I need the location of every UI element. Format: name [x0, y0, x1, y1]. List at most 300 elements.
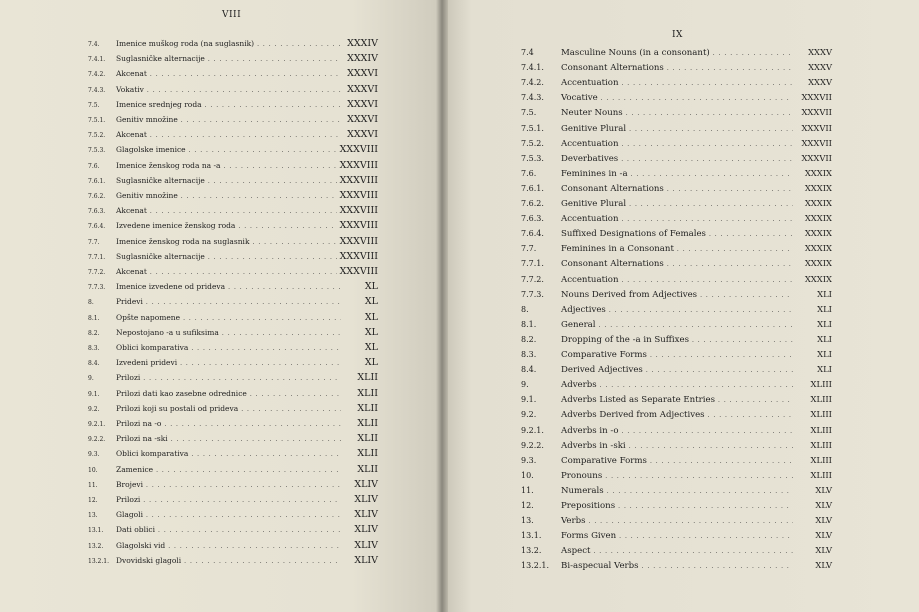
toc-entry-title: Genitive Plural	[561, 199, 627, 209]
toc-leader-dots	[150, 130, 341, 139]
toc-entry-title: Imenice srednjeg roda	[116, 99, 202, 109]
toc-entry	[88, 403, 378, 414]
toc-entry-number: 7.6.	[88, 162, 100, 170]
toc-entry-title: Dvovidski glagoli	[116, 555, 182, 565]
toc-entry-number: 7.6.	[521, 168, 537, 178]
toc-entry	[88, 281, 378, 292]
toc-entry	[521, 107, 832, 118]
toc-entry	[521, 349, 832, 360]
toc-entry	[521, 394, 832, 405]
toc-entry-title: Pronouns	[561, 470, 603, 481]
toc-leader-dots	[191, 449, 341, 458]
toc-entry-page: XLIV	[354, 539, 378, 551]
toc-leader-dots	[642, 561, 793, 571]
toc-entry-page: XXXVII	[801, 152, 832, 163]
toc-entry-number: 13.1.	[521, 531, 542, 541]
toc-entry-page: XLIV	[354, 478, 378, 490]
toc-entry-number: 9.3.	[88, 451, 100, 459]
toc-entry-title: Genitiv množine	[116, 191, 178, 200]
toc-entry-number: 8.2.	[521, 334, 537, 344]
toc-entry	[521, 198, 832, 209]
toc-leader-dots	[222, 328, 341, 337]
toc-entry-title: Oblici komparativa	[116, 449, 189, 459]
toc-entry-title: Adjectives	[561, 304, 606, 315]
toc-entry	[521, 500, 832, 511]
toc-entry-number: 9.2.2.	[521, 440, 544, 450]
toc-entry-title: Imenice muškog roda (na suglasnik)	[116, 39, 255, 48]
toc-entry-title: Accentuation	[561, 274, 619, 285]
toc-leader-dots	[713, 48, 793, 58]
toc-entry-title: Deverbatives	[561, 153, 619, 164]
toc-entry	[88, 433, 378, 444]
toc-leader-dots	[150, 206, 337, 215]
toc-entry-number: 13.1.	[88, 527, 104, 535]
toc-entry-number: 9.2.2.	[88, 436, 106, 444]
toc-entry-page: XXXIX	[804, 228, 832, 239]
toc-entry-number: 7.6.1.	[521, 183, 544, 193]
toc-leader-dots	[156, 465, 341, 474]
toc-entry-page: XLIV	[354, 494, 378, 505]
toc-entry	[88, 84, 378, 95]
toc-entry-title: Derived Adjectives	[561, 365, 643, 376]
toc-leader-dots	[629, 441, 793, 451]
toc-entry-page: XL	[364, 342, 378, 353]
toc-leader-dots	[709, 229, 793, 239]
toc-entry-page: XXXIX	[804, 167, 832, 178]
toc-leader-dots	[146, 480, 341, 489]
toc-entry-number: 7.4	[521, 48, 534, 57]
toc-entry	[88, 312, 378, 323]
toc-entry-page: XLIV	[354, 509, 378, 521]
toc-leader-dots	[168, 541, 341, 550]
toc-entry-title: Adverbs in -ski	[561, 440, 626, 451]
toc-entry	[88, 175, 378, 186]
toc-leader-dots	[621, 154, 793, 164]
toc-entry-page: XLIII	[810, 454, 832, 465]
toc-entry-number: 12.	[521, 501, 534, 510]
toc-leader-dots	[191, 343, 341, 352]
toc-entry-title: Prilozi na -o	[116, 419, 162, 428]
toc-entry-title: Oblici komparativa	[116, 343, 189, 352]
toc-entry-title: Adverbs	[561, 380, 597, 391]
toc-entry-title: Nouns Derived from Adjectives	[561, 289, 698, 300]
toc-entry-page: XLI	[817, 303, 832, 314]
toc-leader-dots	[718, 395, 793, 405]
toc-entry-title: Glagolski vid	[116, 540, 166, 550]
toc-entry-number: 7.5.3.	[88, 147, 106, 155]
toc-entry-title: Feminines in -a	[561, 168, 628, 179]
toc-entry-number: 7.7.1.	[521, 259, 544, 269]
toc-entry	[88, 99, 378, 110]
toc-leader-dots	[621, 214, 793, 224]
toc-entry-title: Aspect	[561, 546, 591, 557]
toc-leader-dots	[208, 176, 337, 185]
toc-entry-number: 9.1.	[88, 390, 100, 398]
toc-leader-dots	[626, 108, 793, 118]
toc-entry-title: General	[561, 319, 596, 330]
toc-entry	[88, 144, 378, 155]
toc-leader-dots	[189, 145, 337, 154]
toc-leader-dots	[621, 78, 793, 88]
toc-entry	[521, 545, 832, 556]
toc-leader-dots	[143, 373, 341, 382]
left-page-number: VIII	[222, 10, 242, 20]
toc-leader-dots	[150, 69, 341, 78]
toc-entry	[521, 560, 832, 571]
toc-leader-dots	[600, 380, 793, 390]
toc-leader-dots	[667, 184, 793, 194]
toc-entry-page: XXXVIII	[339, 190, 378, 201]
toc-entry-number: 9.3.	[521, 455, 537, 465]
toc-entry-page: XXXV	[808, 77, 832, 88]
toc-entry	[521, 228, 832, 239]
toc-leader-dots	[143, 495, 341, 504]
toc-entry-number: 13.2.1.	[88, 557, 109, 565]
toc-entry-number: 7.6.4.	[88, 223, 106, 231]
toc-leader-dots	[146, 510, 341, 519]
toc-leader-dots	[700, 290, 793, 300]
toc-entry-title: Prilozi na -ski	[116, 434, 168, 444]
toc-entry	[521, 515, 832, 526]
toc-entry-page: XXXVI	[347, 68, 378, 80]
toc-entry	[521, 409, 832, 420]
toc-entry-page: XLIII	[810, 394, 832, 405]
toc-entry-number: 7.5.2.	[521, 138, 544, 148]
toc-entry-page: XXXIV	[347, 38, 378, 49]
toc-leader-dots	[589, 516, 793, 526]
toc-entry-page: XLIV	[354, 524, 378, 536]
toc-entry-number: 7.4.2.	[88, 71, 106, 79]
toc-entry	[521, 123, 832, 134]
toc-leader-dots	[599, 320, 793, 330]
toc-entry	[88, 296, 378, 307]
toc-entry-title: Comparative Forms	[561, 455, 647, 466]
toc-leader-dots	[650, 350, 793, 360]
toc-entry-page: XLII	[357, 463, 378, 475]
toc-entry-page: XLV	[815, 560, 832, 571]
toc-entry-title: Genitiv množine	[116, 115, 178, 124]
toc-entry-page: XL	[364, 357, 378, 369]
toc-entry-page: XL	[364, 281, 378, 293]
toc-entry-page: XXXIX	[804, 243, 832, 254]
toc-entry-page: XXXV	[808, 62, 832, 73]
toc-entry-page: XXXVI	[347, 98, 378, 110]
toc-entry-number: 7.7.3.	[88, 284, 106, 292]
toc-leader-dots	[646, 365, 793, 375]
right-page-number: IX	[672, 30, 683, 40]
toc-entry-number: 7.6.2.	[521, 199, 544, 208]
toc-leader-dots	[593, 546, 793, 556]
toc-entry	[88, 190, 378, 201]
toc-entry-number: 8.2.	[88, 329, 100, 337]
toc-entry-title: Prilozi koji su postali od prideva	[116, 403, 239, 413]
toc-entry-title: Prilozi	[116, 495, 141, 504]
toc-entry-number: 7.7.1.	[88, 253, 106, 261]
toc-entry-page: XXXV	[808, 47, 832, 57]
toc-entry-title: Izvedene imenice ženskog roda	[116, 221, 236, 231]
toc-entry	[521, 258, 832, 269]
toc-entry-number: 7.4.	[88, 41, 100, 48]
toc-entry-number: 13.	[88, 512, 98, 520]
toc-entry	[521, 168, 832, 179]
toc-entry	[88, 448, 378, 459]
toc-entry	[521, 379, 832, 390]
toc-leader-dots	[621, 139, 793, 149]
toc-entry-title: Suglasničke alternacije	[116, 251, 205, 261]
toc-entry-title: Dropping of the -a in Suffixes	[561, 334, 689, 345]
toc-entry-number: 9.2.	[88, 405, 100, 413]
toc-leader-dots	[180, 358, 341, 367]
toc-entry-number: 7.4.2.	[521, 78, 544, 88]
toc-entry-number: 7.5.	[88, 101, 100, 109]
toc-entry-title: Imenice ženskog roda na -a	[116, 160, 221, 170]
toc-entry-title: Adverbs in -o	[561, 425, 619, 436]
toc-entry-number: 9.2.	[521, 410, 537, 420]
toc-leader-dots	[250, 389, 341, 398]
toc-entry	[88, 555, 378, 566]
toc-leader-dots	[257, 39, 341, 48]
toc-entry-page: XLIV	[354, 554, 378, 566]
toc-entry-page: XLIII	[810, 469, 832, 480]
toc-leader-dots	[692, 335, 793, 345]
toc-entry	[88, 266, 378, 277]
toc-entry-page: XXXVIII	[339, 250, 378, 262]
toc-leader-dots	[171, 434, 341, 443]
toc-leader-dots	[622, 426, 794, 436]
toc-leader-dots	[667, 259, 793, 269]
toc-entry-number: 10.	[88, 466, 98, 474]
toc-entry-title: Adverbs Derived from Adjectives	[561, 410, 705, 421]
toc-leader-dots	[619, 531, 793, 541]
toc-entry-title: Masculine Nouns (in a consonant)	[561, 48, 710, 58]
toc-entry-number: 10.	[521, 470, 534, 480]
toc-entry-title: Comparative Forms	[561, 350, 647, 360]
toc-entry-page: XLV	[815, 500, 832, 510]
toc-entry-title: Consonant Alternations	[561, 63, 664, 74]
toc-entry	[88, 53, 378, 64]
toc-entry-number: 7.6.3.	[88, 208, 106, 216]
toc-leader-dots	[164, 419, 341, 428]
toc-entry	[88, 220, 378, 231]
toc-entry-page: XLII	[357, 387, 378, 399]
toc-entry-title: Dati oblici	[116, 525, 155, 535]
toc-entry-title: Zamenice	[116, 464, 154, 474]
toc-entry-number: 7.4.3.	[88, 86, 106, 94]
toc-entry-title: Akcenat	[116, 206, 147, 216]
toc-entry-page: XXXVIII	[339, 235, 378, 247]
toc-entry-page: XLV	[815, 530, 832, 541]
toc-entry-title: Glagolske imenice	[116, 145, 186, 155]
toc-leader-dots	[181, 191, 337, 200]
toc-entry-number: 13.2.1.	[521, 561, 549, 571]
toc-leader-dots	[208, 54, 341, 63]
toc-entry-title: Nepostojano -a u sufiksima	[116, 327, 219, 337]
toc-entry-page: XL	[364, 311, 378, 323]
toc-entry-number: 11.	[521, 485, 534, 495]
toc-leader-dots	[146, 297, 341, 306]
toc-leader-dots	[253, 237, 337, 246]
toc-entry-page: XLV	[815, 545, 832, 556]
toc-leader-dots	[228, 282, 341, 291]
toc-entry-number: 13.2.	[521, 546, 542, 556]
toc-entry	[88, 509, 378, 520]
toc-entry-page: XL	[364, 296, 378, 308]
toc-entry-title: Brojevi	[116, 479, 144, 489]
toc-entry-page: XXXVII	[801, 107, 832, 118]
toc-entry-page: XXXIX	[804, 198, 832, 208]
toc-leader-dots	[184, 556, 341, 565]
toc-entry-page: XXXVIII	[339, 220, 378, 232]
toc-entry	[88, 205, 378, 216]
toc-entry-number: 12.	[88, 497, 98, 504]
toc-entry-number: 8.4.	[521, 365, 537, 375]
toc-entry	[521, 77, 832, 88]
toc-entry-title: Accentuation	[561, 214, 619, 225]
toc-entry	[88, 129, 378, 140]
toc-leader-dots	[629, 199, 793, 209]
toc-leader-dots	[241, 404, 341, 413]
toc-entry-number: 9.1.	[521, 395, 537, 405]
toc-entry-title: Akcenat	[116, 69, 147, 79]
toc-entry-page: XLII	[357, 402, 378, 414]
toc-entry	[88, 494, 378, 505]
toc-entry-page: XLI	[817, 364, 832, 375]
toc-leader-dots	[150, 267, 337, 276]
toc-entry-title: Imenice izvedene od prideva	[116, 282, 226, 292]
toc-entry-title: Suglasničke alternacije	[116, 54, 205, 64]
toc-leader-dots	[650, 456, 793, 466]
toc-entry	[521, 470, 832, 481]
toc-leader-dots	[183, 313, 341, 322]
toc-entry	[88, 38, 378, 49]
toc-leader-dots	[208, 252, 337, 261]
toc-entry	[88, 68, 378, 79]
toc-entry-page: XLII	[357, 372, 378, 384]
toc-entry-number: 7.7.2.	[521, 274, 544, 284]
toc-entry-page: XXXVII	[801, 122, 832, 133]
toc-entry-page: XXXIV	[347, 53, 378, 65]
toc-entry-title: Bi-aspecual Verbs	[561, 561, 639, 572]
book-gutter	[436, 0, 448, 612]
toc-entry-number: 11.	[88, 481, 98, 489]
toc-leader-dots	[224, 161, 337, 170]
toc-entry-number: 7.6.2.	[88, 193, 106, 200]
toc-entry	[88, 388, 378, 399]
toc-leader-dots	[181, 115, 341, 124]
toc-entry	[521, 274, 832, 285]
toc-entry	[521, 138, 832, 149]
toc-entry-page: XLV	[815, 484, 832, 495]
toc-entry-number: 8.3.	[88, 345, 100, 352]
toc-entry-title: Neuter Nouns	[561, 108, 623, 119]
toc-entry-page: XXXIX	[804, 182, 832, 193]
toc-entry	[521, 530, 832, 541]
toc-entry	[521, 485, 832, 496]
toc-entry-number: 7.4.1.	[521, 63, 544, 73]
toc-entry-title: Adverbs Listed as Separate Entries	[561, 395, 716, 406]
toc-entry-number: 9.2.1.	[88, 421, 106, 428]
toc-entry-page: XXXVI	[347, 114, 378, 125]
toc-entry	[521, 92, 832, 103]
toc-leader-dots	[607, 486, 793, 496]
toc-entry	[521, 289, 832, 300]
toc-entry-number: 7.7.	[88, 238, 100, 246]
toc-entry-number: 9.	[88, 375, 94, 383]
toc-entry-page: XL	[364, 326, 378, 338]
toc-entry	[521, 183, 832, 194]
toc-entry-title: Prilozi	[116, 373, 141, 383]
toc-entry-page: XXXVIII	[339, 174, 378, 186]
toc-entry	[88, 236, 378, 247]
toc-entry-number: 7.4.1.	[88, 56, 106, 64]
toc-entry-number: 9.2.1.	[521, 425, 544, 435]
toc-leader-dots	[618, 501, 793, 511]
toc-entry	[521, 319, 832, 330]
toc-entry-number: 7.7.2.	[88, 269, 106, 276]
toc-leader-dots	[667, 63, 793, 73]
toc-entry-number: 8.1.	[521, 319, 537, 329]
toc-entry-title: Accentuation	[561, 78, 619, 89]
toc-entry	[88, 540, 378, 551]
toc-entry-title: Prepositions	[561, 501, 616, 511]
toc-entry-page: XLI	[817, 288, 832, 299]
toc-entry-number: 7.4.3.	[521, 93, 544, 103]
toc-entry-page: XXXVIII	[339, 266, 378, 277]
toc-entry-number: 7.5.	[521, 108, 537, 118]
toc-entry	[521, 440, 832, 451]
toc-entry-page: XLI	[817, 318, 832, 329]
toc-entry-page: XLII	[357, 433, 378, 445]
toc-entry-number: 7.7.3.	[521, 289, 544, 299]
toc-entry-title: Opšte napomene	[116, 312, 181, 322]
toc-entry-title: Suffixed Designations of Females	[561, 229, 706, 240]
toc-leader-dots	[238, 221, 336, 230]
toc-entry	[521, 153, 832, 164]
toc-entry-page: XLIII	[810, 379, 832, 390]
toc-entry	[521, 213, 832, 224]
toc-entry	[88, 342, 378, 353]
toc-leader-dots	[708, 410, 793, 420]
toc-entry-page: XLIII	[810, 424, 832, 435]
toc-entry	[521, 425, 832, 436]
toc-entry-page: XLV	[815, 515, 832, 526]
toc-entry	[521, 304, 832, 315]
toc-entry-number: 7.5.1.	[521, 123, 544, 133]
toc-entry-number: 13.	[521, 516, 534, 526]
toc-entry-title: Forms Given	[561, 531, 617, 542]
toc-entry-number: 7.6.1.	[88, 177, 106, 185]
toc-entry-page: XXXVIII	[339, 159, 378, 171]
toc-entry	[88, 479, 378, 490]
toc-leader-dots	[631, 169, 793, 179]
toc-leader-dots	[601, 93, 793, 103]
toc-entry-title: Consonant Alternations	[561, 183, 664, 194]
toc-entry	[521, 243, 832, 254]
toc-entry-number: 13.2.	[88, 542, 104, 550]
toc-leader-dots	[158, 525, 341, 534]
toc-entry	[521, 62, 832, 73]
toc-entry-number: 7.7.	[521, 244, 537, 254]
toc-entry-number: 7.5.2.	[88, 132, 106, 140]
toc-entry-title: Akcenat	[116, 267, 147, 276]
toc-entry	[88, 327, 378, 338]
toc-entry-page: XXXIX	[804, 258, 832, 269]
toc-entry-number: 7.5.1.	[88, 117, 106, 124]
toc-entry-page: XLI	[817, 333, 832, 344]
toc-entry-page: XXXIX	[804, 213, 832, 224]
toc-entry-title: Izvedeni pridevi	[116, 358, 178, 368]
toc-entry-title: Numerals	[561, 485, 604, 496]
